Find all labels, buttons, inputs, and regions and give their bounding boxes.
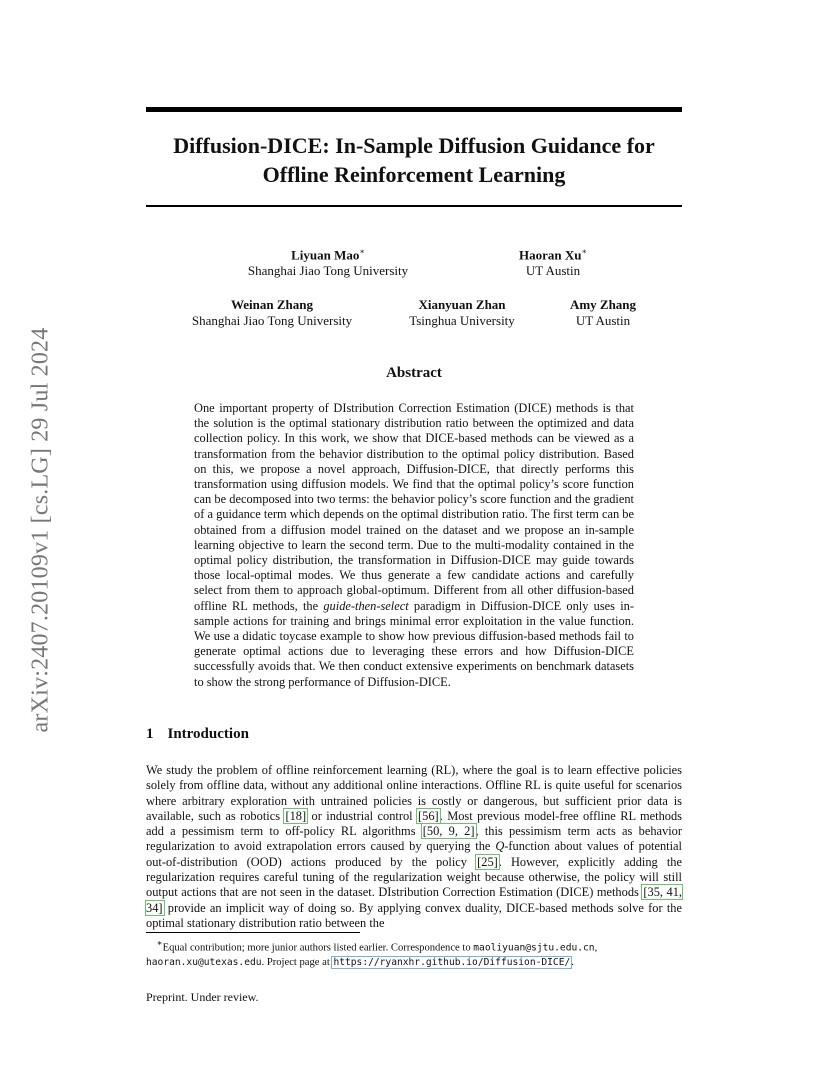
title-bottom-rule (146, 205, 682, 207)
footnote: ∗Equal contribution; more junior authors listed earlier. Correspondence to maoliyuan@sjtu.edu.cn, haoran.xu@utexas.edu. Project page at https://ryanxhr.github.io/Diffusion-DICE/. (146, 938, 598, 968)
abstract-text: One important property of DIstribution Correction Estimation (DICE) methods is that the solution is the optimal stationary distribution ratio between the optimized and data collection policy. In this work, we show that DICE-based methods can be viewed as a transformation from the behavior distribution to the optimal policy distribution. Based on this, we propose a novel approach, Diffusion-DICE, that directly performs this transformation using diffusion models. We find that the optimal policy’s score function can be decomposed into two terms: the behavior policy’s score function and the gradient of a guidance term which depends on the optimal distribution ratio. The first term can be obtained from a diffusion model trained on the dataset and we propose an in-sample learning objective to learn the second term. Due to the multi-modality contained in the optimal policy distribution, the transformation in Diffusion-DICE may guide towards those local-optimal modes. We thus generate a few candidate actions and carefully select from them to approach global-optimum. Different from all other diffusion-based offline RL methods, the guide-then-select paradigm in Diffusion-DICE only uses in-sample actions for training and brings minimal error exploitation in the value function. We use a didatic toycase example to show how previous diffusion-based methods fail to generate optimal actions due to leveraging these errors and how Diffusion-DICE successfully avoids that. We then conduct extensive experiments on benchmark datasets to show the strong performance of Diffusion-DICE. (194, 401, 634, 689)
author-mark: ∗ (359, 247, 365, 256)
citation-link[interactable]: [35, 41, 34] (146, 885, 683, 915)
title-top-rule (146, 107, 682, 112)
citation-link[interactable]: [18] (285, 808, 307, 823)
author-name: Xianyuan Zhan (418, 297, 506, 312)
section-title: Introduction (167, 726, 249, 742)
section-heading (146, 726, 249, 743)
author-block (382, 297, 542, 329)
footnote-rule (146, 932, 360, 933)
section-number: 1 (146, 726, 154, 742)
author-affiliation: UT Austin (575, 313, 631, 328)
project-page-link[interactable]: https://ryanxhr.github.io/Diffusion-DICE/ (333, 956, 571, 968)
author-affiliation: Tsinghua University (409, 313, 515, 328)
email-link[interactable]: maoliyuan@sjtu.edu.cn (473, 942, 595, 954)
author-mark: ∗ (581, 247, 587, 256)
citation-link[interactable]: [50, 9, 2] (422, 824, 475, 839)
math-symbol: Q (495, 839, 505, 854)
author-affiliation: Shanghai Jiao Tong University (191, 313, 353, 328)
email-link[interactable]: haoran.xu@utexas.edu (146, 956, 262, 968)
citation-link[interactable]: [25] (477, 854, 498, 869)
author-block (473, 244, 633, 279)
author-name: Weinan Zhang (230, 297, 313, 312)
preprint-notice: Preprint. Under review. (146, 990, 259, 1004)
author-affiliation: UT Austin (525, 263, 581, 279)
arxiv-side-identifier: arXiv:2407.20109v1 [cs.LG] 29 Jul 2024 (27, 327, 54, 733)
abstract-heading: Abstract (386, 365, 442, 381)
emphasis: guide-then-select (323, 598, 409, 613)
author-block (172, 297, 372, 329)
author-name: Amy Zhang (569, 297, 637, 312)
introduction-paragraph: We study the problem of offline reinforcement learning (RL), where the goal is to learn effective policies solely from offline data, without any additional online interactions. Offline RL is quite useful for scenarios where arbitrary exploration with untrained policies is costly or dangerous, but sufficient prior data is available, such as robotics [18] or industrial control [56]. Most previous model-free offline RL methods add a pessimism term to off-policy RL algorithms [50, 9, 2], this pessimism term acts as behavior regularization to avoid extrapolation errors caused by querying the Q-function about values of potential out-of-distribution (OOD) actions produced by the policy [25]. However, explicitly adding the regularization requires careful tuning of the regularization weight because otherwise, the policy will still output actions that are not seen in the dataset. DIstribution Correction Estimation (DICE) methods [35, 41, 34] provide an implicit way of doing so. By applying convex duality, DICE-based methods solve for the optimal stationary distribution ratio between the (146, 763, 683, 930)
citation-link[interactable]: [56] (418, 808, 439, 823)
author-affiliation: Shanghai Jiao Tong University (247, 263, 409, 279)
author-name: Liyuan Mao (291, 247, 360, 263)
author-block (228, 244, 428, 279)
paper-title: Diffusion-DICE: In-Sample Diffusion Guidance for Offline Reinforcement Learning (173, 133, 655, 187)
footnote-mark: ∗ (156, 938, 163, 948)
author-name: Haoran Xu (519, 247, 582, 263)
author-block (543, 297, 663, 329)
